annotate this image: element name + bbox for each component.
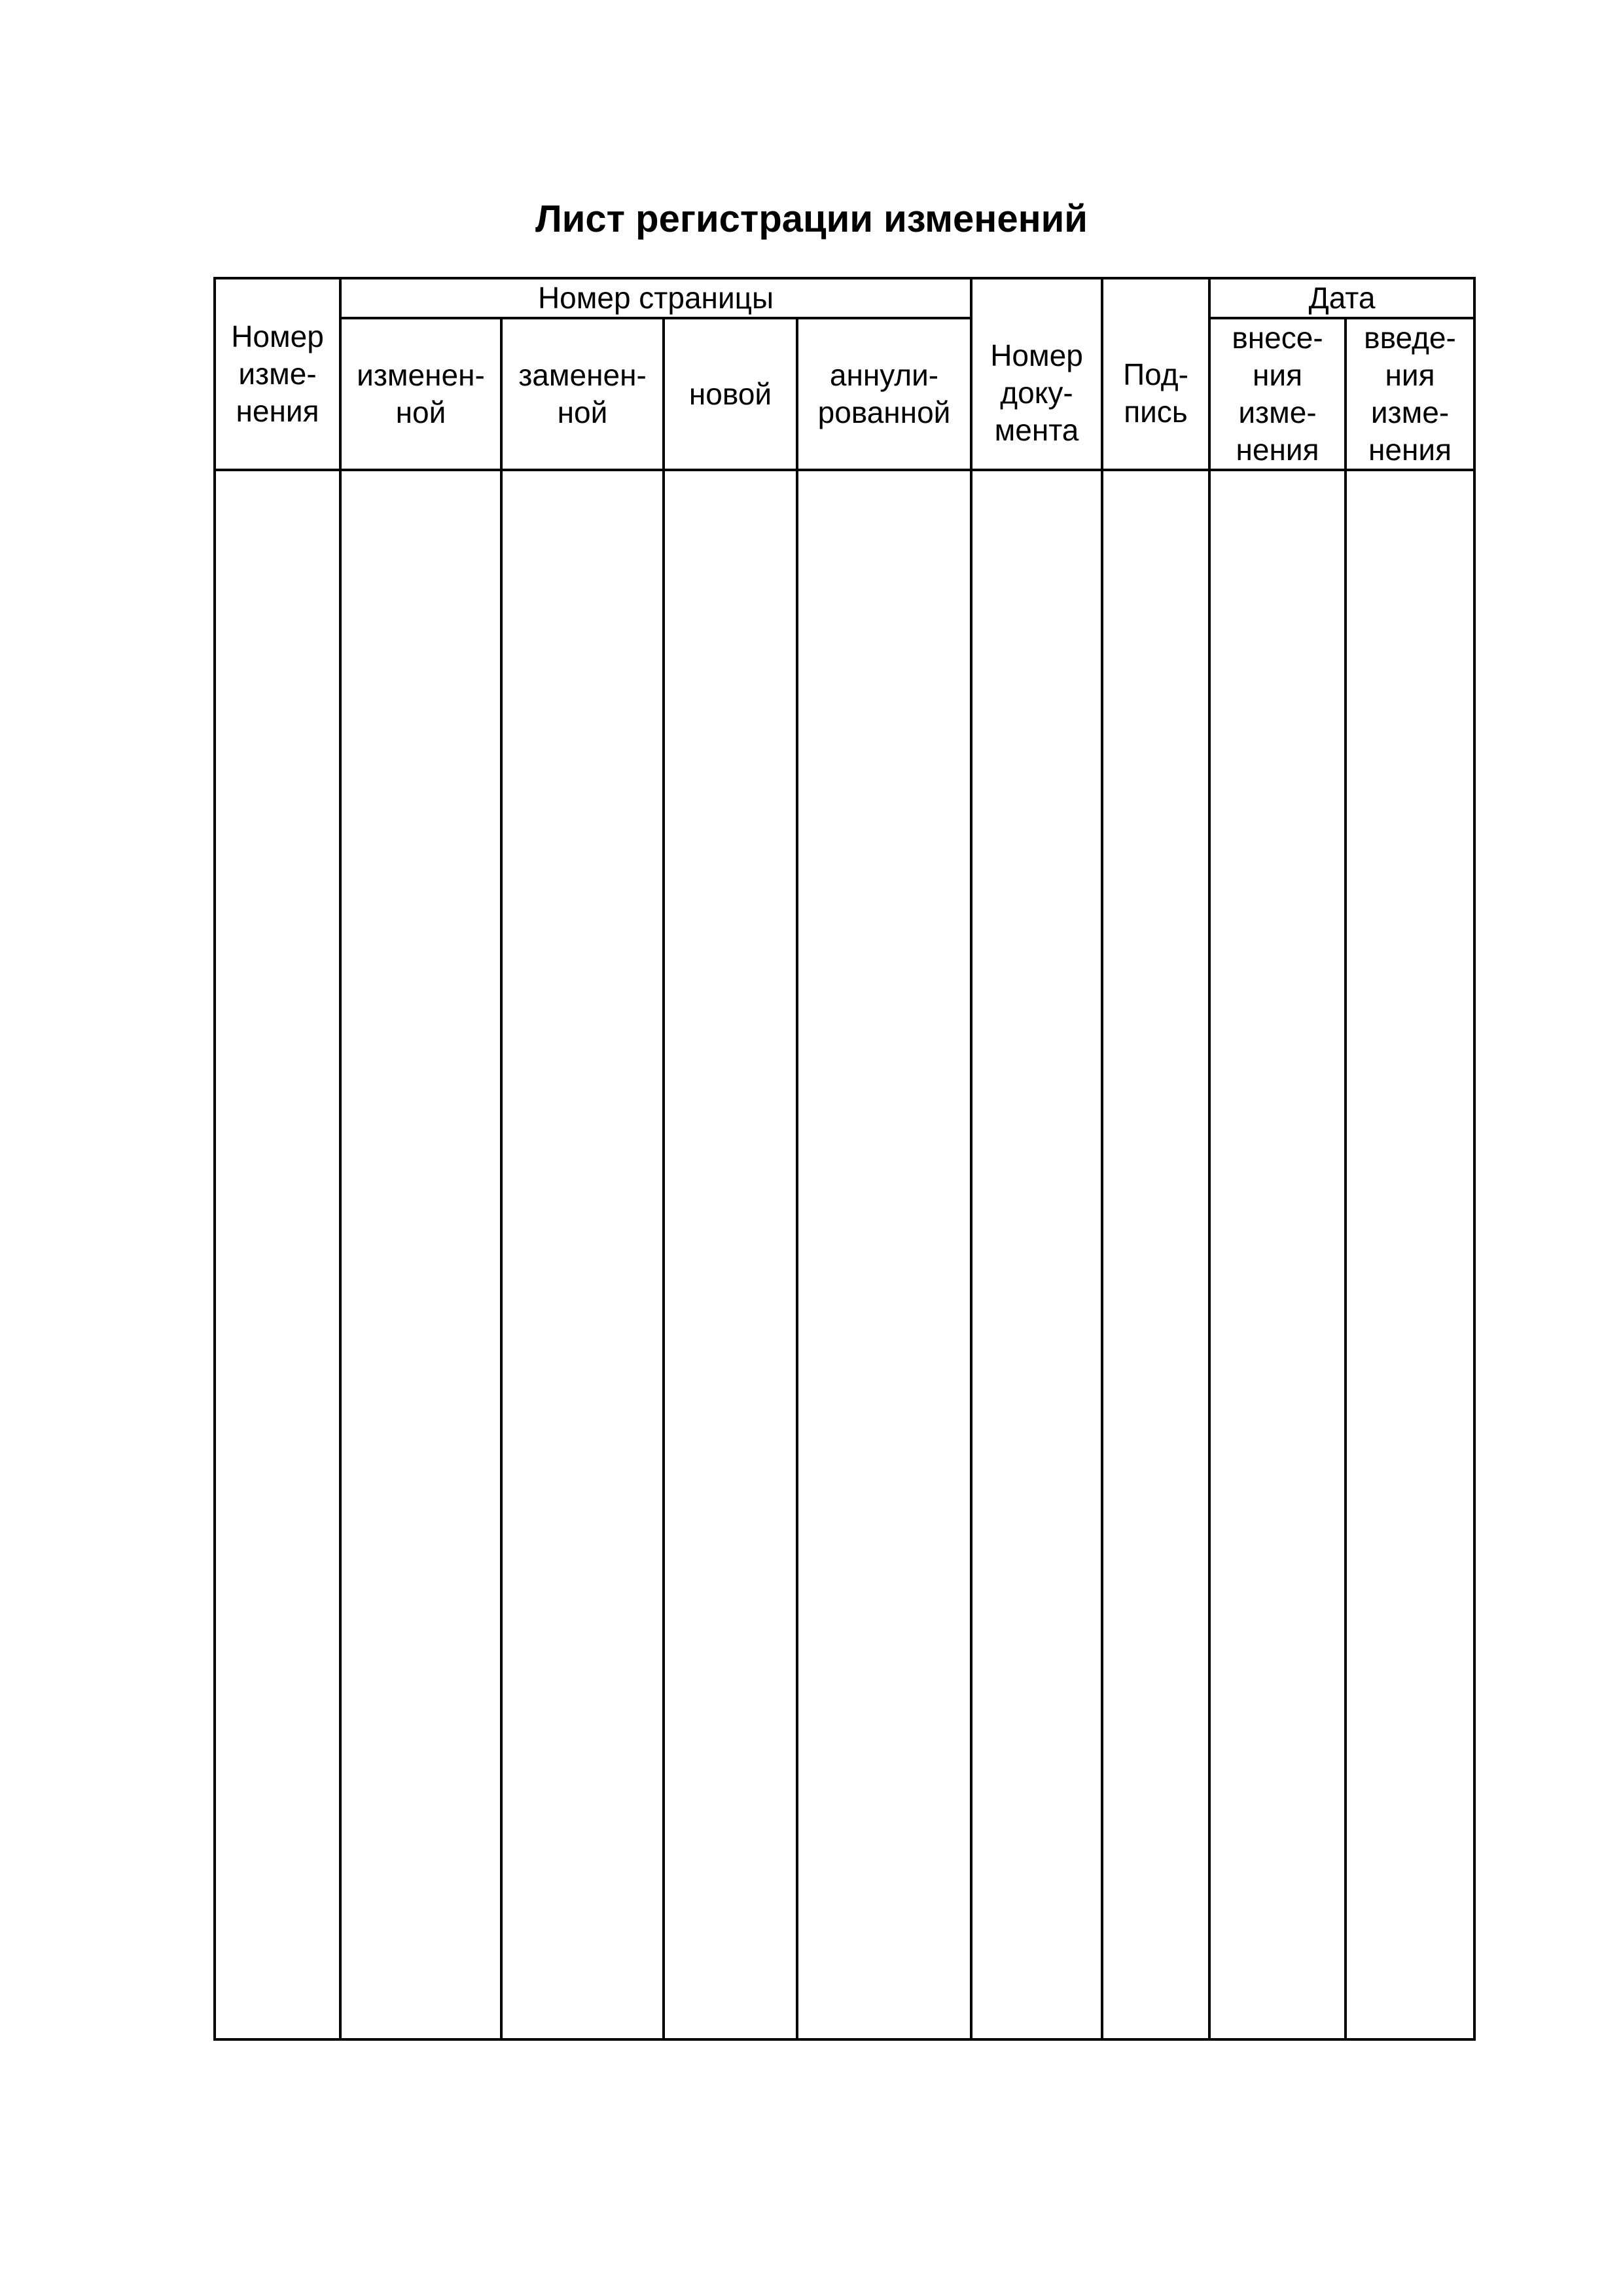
header-page-new-label: новой bbox=[688, 376, 772, 411]
cell-page-changed[interactable] bbox=[340, 470, 501, 2039]
cell-change-number[interactable] bbox=[215, 470, 340, 2039]
header-date-label: Дата bbox=[1308, 281, 1376, 315]
header-signature-label: Под- пись bbox=[1123, 357, 1188, 429]
header-signature bbox=[1102, 278, 1209, 470]
header-date-introduction bbox=[1346, 318, 1474, 470]
change-registration-table bbox=[213, 277, 1476, 2041]
header-date-entry-label: внесе- ния изме- нения bbox=[1232, 321, 1323, 467]
header-date-introduction-label: введе- ния изме- нения bbox=[1364, 321, 1456, 467]
cell-date-entry[interactable] bbox=[1209, 470, 1346, 2039]
header-document-number bbox=[971, 278, 1102, 470]
header-row-1 bbox=[215, 278, 1474, 318]
header-document-number-label: Номер доку- мента bbox=[990, 338, 1083, 447]
header-row-2 bbox=[215, 318, 1474, 470]
header-page-number-label: Номер страницы bbox=[537, 281, 774, 315]
cell-page-replaced[interactable] bbox=[501, 470, 664, 2039]
header-change-number-label: Номер изме- нения bbox=[231, 319, 324, 428]
page-title: Лист регистрации изменений bbox=[535, 198, 1088, 240]
header-page-replaced-label: заменен- ной bbox=[518, 358, 647, 429]
cell-page-new[interactable] bbox=[664, 470, 797, 2039]
header-change-number bbox=[215, 278, 340, 470]
header-page-annulled-label: аннули- рованной bbox=[817, 358, 951, 429]
header-page-changed bbox=[340, 318, 501, 470]
header-page-new bbox=[664, 318, 797, 470]
cell-page-annulled[interactable] bbox=[797, 470, 971, 2039]
cell-document-number[interactable] bbox=[971, 470, 1102, 2039]
header-date-group bbox=[1209, 278, 1474, 318]
header-page-changed-label: изменен- ной bbox=[357, 358, 485, 429]
header-page-number-group bbox=[340, 278, 971, 318]
header-date-entry bbox=[1209, 318, 1346, 470]
table-row bbox=[215, 470, 1474, 2039]
header-page-annulled bbox=[797, 318, 971, 470]
header-page-replaced bbox=[501, 318, 664, 470]
cell-date-introduction[interactable] bbox=[1346, 470, 1474, 2039]
cell-signature[interactable] bbox=[1102, 470, 1209, 2039]
